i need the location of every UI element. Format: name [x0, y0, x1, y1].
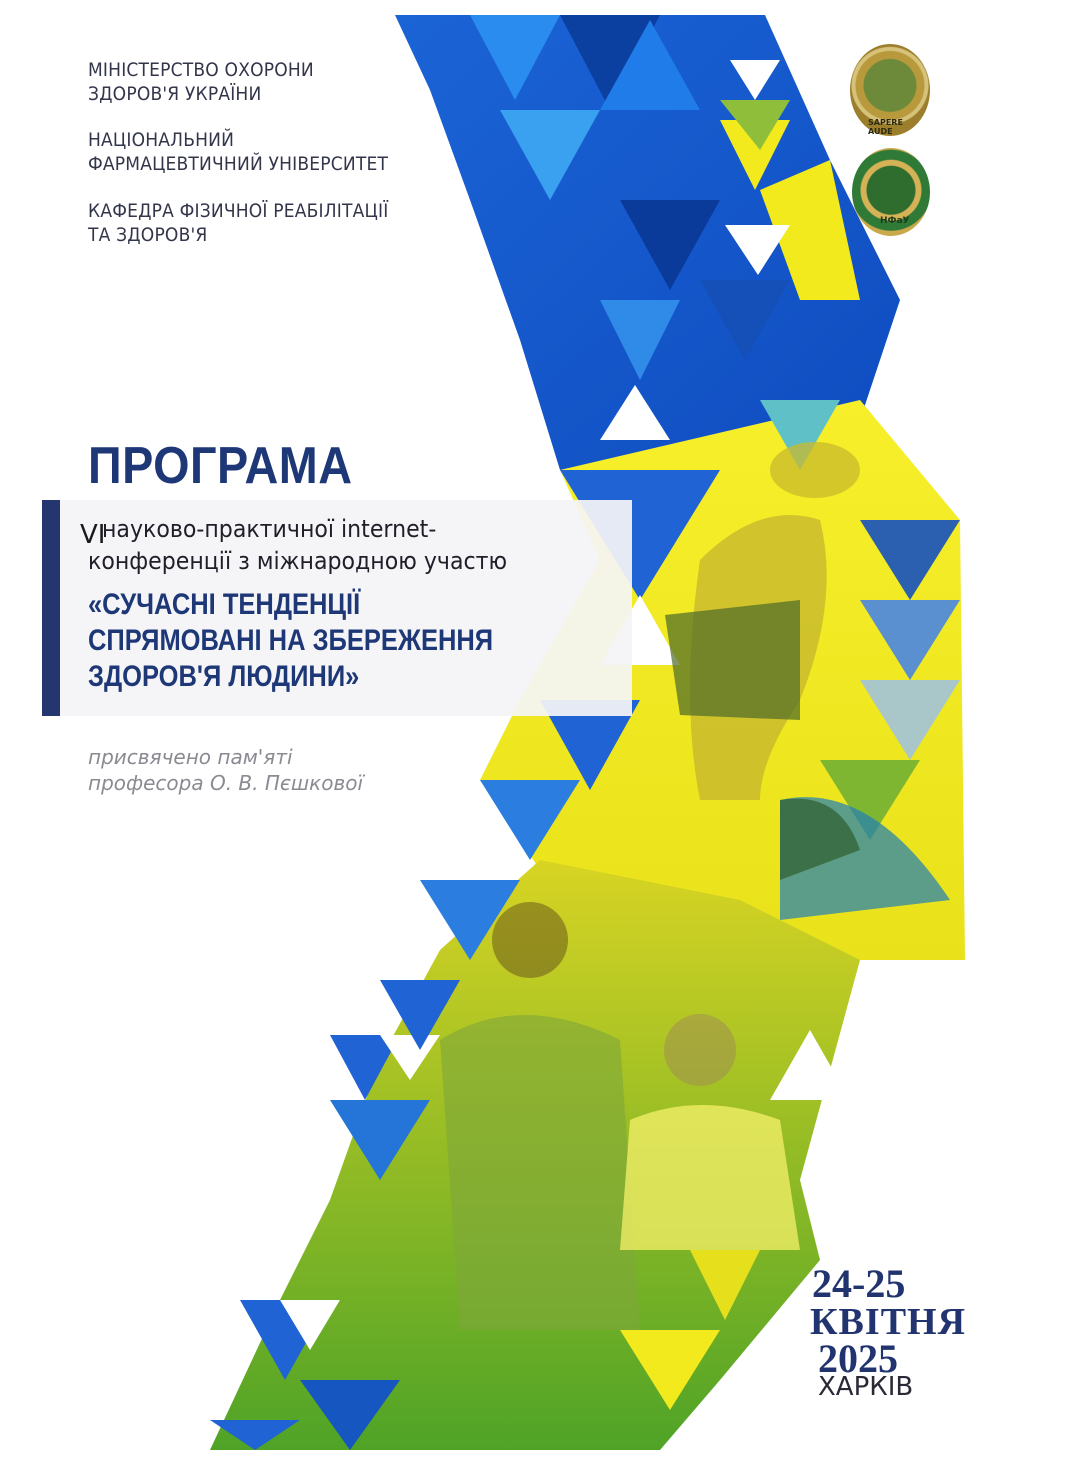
dedication-line-2: професора О. В. Пєшкової: [88, 771, 364, 795]
panel-accent-bar: [42, 500, 60, 716]
event-dates: 24-25: [812, 1261, 906, 1306]
event-city: ХАРКІВ: [818, 1372, 914, 1402]
university-seal-icon: [850, 44, 930, 136]
subtitle-line-1: науково-практичної internet-: [102, 515, 437, 543]
university-name: [88, 128, 388, 176]
conference-title-line-1: «СУЧАСНІ ТЕНДЕНЦІЇ: [88, 588, 361, 621]
department-seal-icon: [852, 148, 930, 236]
ministry-name: [88, 58, 314, 106]
seal-motto: SAPERE AUDE: [868, 118, 903, 136]
subtitle-line-2: конференції з міжнародною участю: [88, 547, 508, 575]
ministry-line-1: МІНІСТЕРСТВО ОХОРОНИ: [88, 59, 314, 81]
department-name: [88, 199, 388, 247]
conference-title-line-3: ЗДОРОВ'Я ЛЮДИНИ»: [88, 660, 360, 693]
university-line-1: НАЦІОНАЛЬНИЙ: [88, 129, 235, 151]
department-line-2: ТА ЗДОРОВ'Я: [88, 224, 208, 246]
dedication-line-1: присвячено пам'яті: [88, 745, 293, 769]
page-title: ПРОГРАМА: [88, 437, 353, 495]
university-line-2: ФАРМАЦЕВТИЧНИЙ УНІВЕРСИТЕТ: [88, 153, 389, 175]
event-month: КВІТНЯ: [810, 1301, 967, 1343]
event-year: 2025: [818, 1336, 898, 1381]
ministry-line-2: ЗДОРОВ'Я УКРАЇНИ: [88, 83, 262, 105]
department-line-1: КАФЕДРА ФІЗИЧНОЇ РЕАБІЛІТАЦІЇ: [88, 200, 389, 222]
seal-abbr: НФаУ: [880, 216, 910, 226]
edition-numeral: VI: [80, 520, 106, 550]
conference-title-line-2: СПРЯМОВАНІ НА ЗБЕРЕЖЕННЯ: [88, 624, 494, 657]
